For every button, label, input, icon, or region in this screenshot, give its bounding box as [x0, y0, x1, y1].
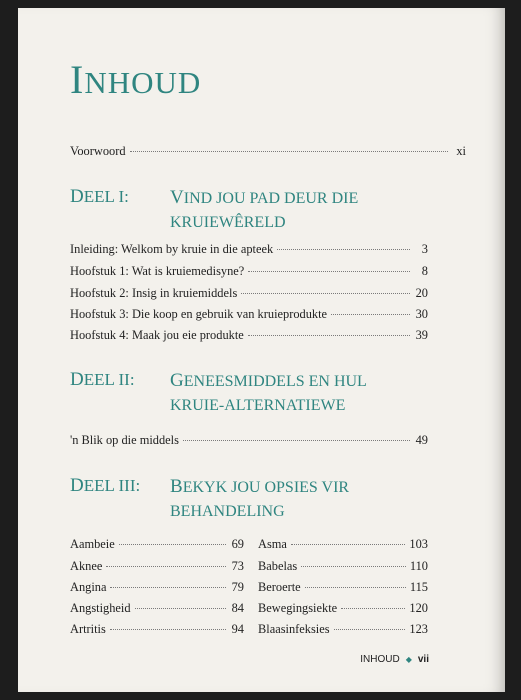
dot-leader	[110, 629, 226, 630]
dot-leader	[341, 608, 405, 609]
dot-leader	[248, 335, 410, 336]
toc-entry-label: Hoofstuk 4: Maak jou eie produkte	[70, 328, 244, 342]
toc-entry[interactable]	[258, 559, 428, 574]
dot-leader	[301, 566, 406, 567]
toc-page-number: xi	[456, 144, 466, 158]
toc-page-number: 8	[421, 264, 428, 278]
toc-entry[interactable]	[70, 622, 244, 637]
toc-entry[interactable]	[258, 601, 428, 616]
toc-page-number: 110	[409, 559, 428, 573]
toc-entry-label: Angstigheid	[70, 601, 131, 615]
toc-entry-label: Beroerte	[258, 580, 301, 594]
toc-entry-label: Aknee	[70, 559, 103, 573]
dot-leader	[183, 440, 410, 441]
part-title: GENEESMIDDELS EN HUL KRUIE-ALTERNATIEWE	[170, 370, 367, 414]
toc-page-number: 123	[409, 622, 428, 636]
toc-page-number: 120	[409, 601, 428, 615]
toc-entry[interactable]	[258, 580, 428, 595]
toc-page-number: 49	[415, 433, 428, 447]
dot-leader	[277, 249, 410, 250]
toc-page-number: 69	[231, 537, 244, 551]
toc-entry-label: 'n Blik op die middels	[70, 433, 179, 447]
toc-page-number: 3	[421, 242, 428, 256]
part-title: VIND JOU PAD DEUR DIE KRUIEWÊRELD	[170, 187, 359, 231]
toc-entry[interactable]	[258, 622, 428, 637]
toc-page-number: 103	[409, 537, 428, 551]
toc-entry[interactable]	[70, 433, 428, 448]
part-name: DEEL II:	[70, 369, 135, 390]
dot-leader	[119, 544, 226, 545]
toc-page-number: 39	[415, 328, 428, 342]
toc-entry-label: Hoofstuk 2: Insig in kruiemiddels	[70, 286, 238, 300]
toc-page-number: 94	[231, 622, 244, 636]
dot-leader	[135, 608, 226, 609]
toc-entry[interactable]	[70, 328, 428, 343]
toc-entry[interactable]	[70, 286, 428, 301]
toc-page-number: 79	[231, 580, 244, 594]
part-title: BEKYK JOU OPSIES VIR BEHANDELING	[170, 476, 350, 520]
dot-leader	[106, 566, 226, 567]
toc-entry[interactable]	[70, 264, 428, 279]
toc-page-number: 115	[409, 580, 428, 594]
toc-page-number: 73	[231, 559, 244, 573]
toc-entry-label: Inleiding: Welkom by kruie in die apteek	[70, 242, 274, 256]
toc-entry-label: Angina	[70, 580, 107, 594]
toc-entry-label: Voorwoord	[70, 144, 126, 158]
toc-entry-foreword[interactable]	[70, 144, 466, 159]
dot-leader	[334, 629, 406, 630]
toc-entry-label: Artritis	[70, 622, 106, 636]
toc-entry[interactable]	[70, 601, 244, 616]
toc-entry-label: Asma	[258, 537, 287, 551]
toc-entry[interactable]	[70, 307, 428, 322]
footer-page-number: vii	[417, 654, 429, 665]
toc-entry[interactable]	[70, 559, 244, 574]
dot-leader	[331, 314, 410, 315]
toc-entry[interactable]	[258, 537, 428, 552]
dot-leader	[241, 293, 410, 294]
toc-entry-label: Babelas	[258, 559, 298, 573]
page-title: INHOUD	[70, 57, 202, 102]
dot-leader	[291, 544, 405, 545]
toc-entry-label: Aambeie	[70, 537, 115, 551]
toc-entry-label: Bewegingsiekte	[258, 601, 338, 615]
part-name: DEEL III:	[70, 475, 141, 496]
toc-entry-label: Hoofstuk 3: Die koop en gebruik van kruieprodukte	[70, 307, 328, 321]
dot-leader	[130, 151, 448, 152]
page-footer	[360, 654, 429, 665]
toc-page-number: 30	[415, 307, 428, 321]
diamond-icon: ◆	[405, 655, 412, 664]
part-name: DEEL I:	[70, 186, 129, 207]
toc-entry-label: Hoofstuk 1: Wat is kruiemedisyne?	[70, 264, 245, 278]
dot-leader	[305, 587, 406, 588]
book-page	[18, 8, 505, 692]
toc-page-number: 20	[415, 286, 428, 300]
toc-entry[interactable]	[70, 537, 244, 552]
dot-leader	[248, 271, 410, 272]
footer-section: INHOUD	[360, 654, 400, 665]
dot-leader	[110, 587, 226, 588]
toc-page-number: 84	[231, 601, 244, 615]
toc-entry[interactable]	[70, 242, 428, 257]
toc-entry-label: Blaasinfeksies	[258, 622, 330, 636]
toc-entry[interactable]	[70, 580, 244, 595]
